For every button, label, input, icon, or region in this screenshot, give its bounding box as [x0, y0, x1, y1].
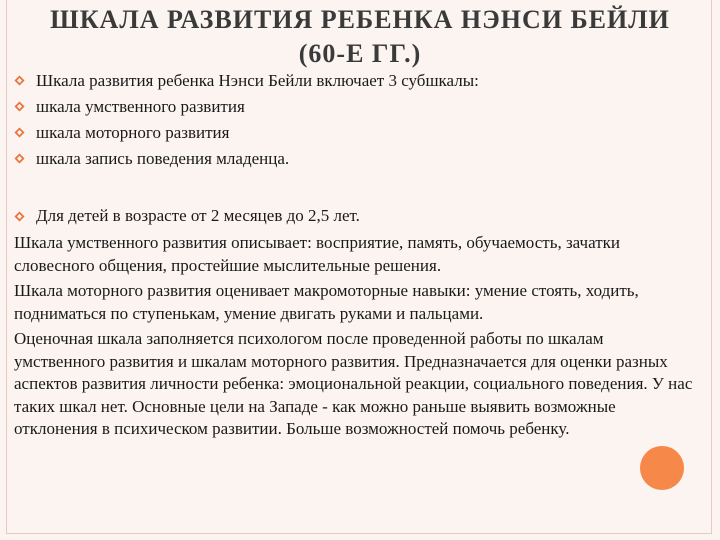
- title-line-1: ШКАЛА РАЗВИТИЯ РЕБЕНКА НЭНСИ БЕЙЛИ: [50, 5, 670, 35]
- paragraph-assessment: Оценочная шкала заполняется психологом после проведенной работы по шкалам умственного развития и шкалам моторного развития. Предназначается для оценки разных аспектов развития личности ребенка: эмоциональной реакции, социального поведения. У нас таких шкал нет. Основные цели на Западе - как можно раньше выявить возможные отклонения в психическом развитии. Больше возможностей помочь ребенку.: [14, 329, 693, 438]
- list-item: [14, 68, 704, 94]
- paragraph-mental-scale: Шкала умственного развития описывает: восприятие, память, обучаемость, зачатки словесного общения, простейшие мыслительные решения.: [14, 233, 620, 275]
- age-range-bullet: [14, 205, 704, 227]
- page-title: [0, 3, 720, 71]
- bullet-icon: [14, 75, 25, 86]
- list-item-text: шкала моторного развития: [36, 123, 230, 142]
- list-item: [14, 120, 704, 146]
- list-item-text: шкала умственного развития: [36, 97, 245, 116]
- paragraph-motor-scale: Шкала моторного развития оценивает макромоторные навыки: умение стоять, ходить, подниматься по ступенькам, умение двигать руками и пальцами.: [14, 281, 639, 323]
- bullet-icon: [14, 127, 25, 138]
- description-block: [14, 232, 694, 444]
- decorative-circle: [640, 446, 684, 490]
- list-item-text: Шкала развития ребенка Нэнси Бейли включает 3 субшкалы:: [36, 71, 479, 90]
- title-line-2: (60-Е ГГ.): [298, 39, 422, 69]
- subscale-list: [14, 68, 704, 172]
- age-range-text: Для детей в возрасте от 2 месяцев до 2,5 лет.: [36, 206, 360, 225]
- list-item: [14, 94, 704, 120]
- bullet-icon: [14, 101, 25, 112]
- bullet-icon: [14, 153, 25, 164]
- list-item: [14, 146, 704, 172]
- bullet-icon: [14, 211, 25, 222]
- list-item-text: шкала запись поведения младенца.: [36, 149, 290, 168]
